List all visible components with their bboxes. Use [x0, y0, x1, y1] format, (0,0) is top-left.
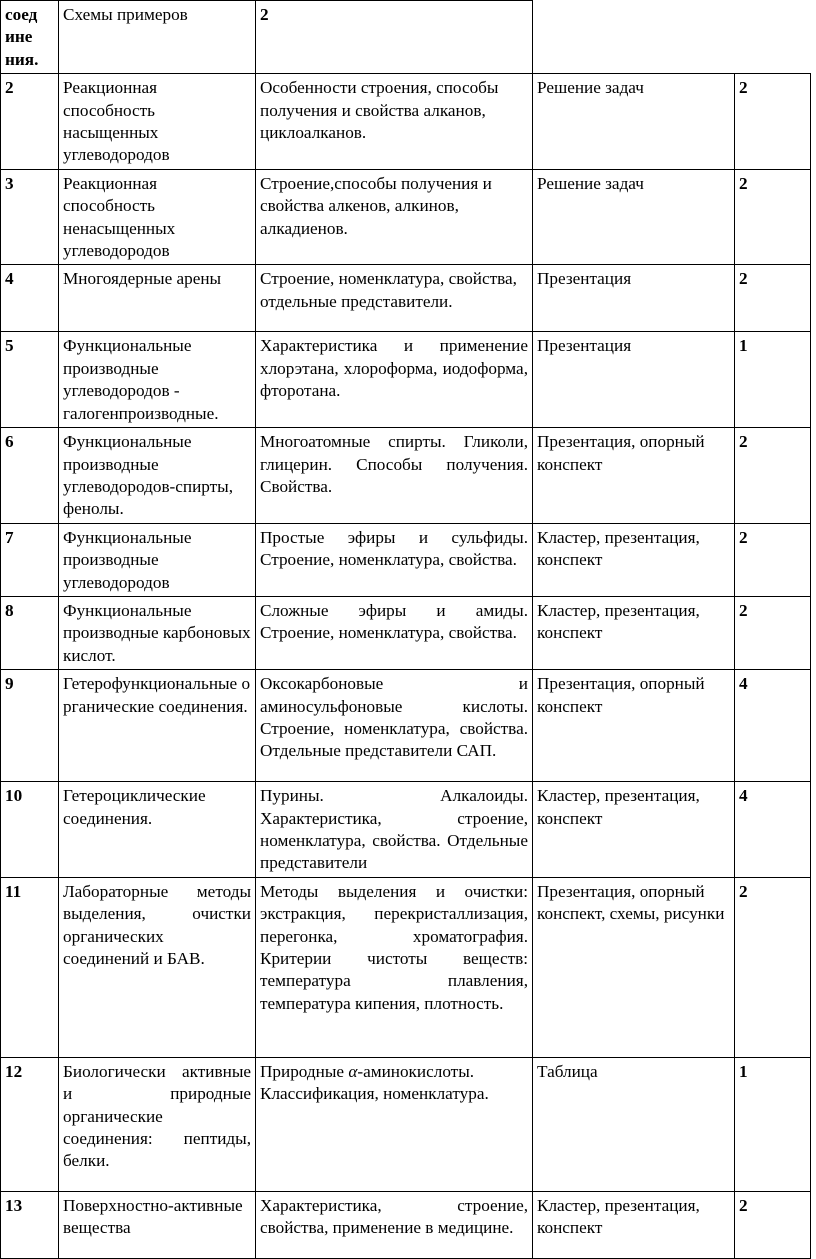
- cell-number: 7: [1, 523, 59, 596]
- empty-cell: [735, 1, 811, 74]
- table-row: [1, 428, 811, 524]
- cell-form: Кластер, презентация, конспект: [533, 523, 735, 596]
- cell-form: Презентация, опорный конспект: [533, 670, 735, 782]
- table-row: [1, 74, 811, 170]
- cell-number: соед ине ния.: [1, 1, 59, 74]
- cell-number: 9: [1, 670, 59, 782]
- cell-content: Пурины. Алкалоиды. Характеристика, строение, номенклатура, свойства. Отдельные представители: [256, 782, 533, 878]
- cell-content: Сложные эфиры и амиды. Строение, номенклатура, свойства.: [256, 596, 533, 669]
- table-row: [1, 877, 811, 1057]
- cell-content: Простые эфиры и сульфиды. Строение, номенклатура, свойства.: [256, 523, 533, 596]
- content-prefix: Природные: [260, 1061, 349, 1081]
- cell-form: Презентация, опорный конспект: [533, 428, 735, 524]
- cell-number: 2: [1, 74, 59, 170]
- cell-topic: Биологически активные и природные органические соединения: пептиды, белки.: [59, 1057, 256, 1191]
- cell-number: 13: [1, 1191, 59, 1258]
- table-row: [1, 1191, 811, 1258]
- table-row: [1, 596, 811, 669]
- cell-number: 12: [1, 1057, 59, 1191]
- table-row: [1, 169, 811, 265]
- cell-content: 2: [256, 1, 533, 74]
- cell-hours: 2: [735, 74, 811, 170]
- cell-hours: 2: [735, 428, 811, 524]
- table-row: [1, 1057, 811, 1191]
- cell-topic: Гетероциклические соединения.: [59, 782, 256, 878]
- table-row: [1, 670, 811, 782]
- content-text: -аминокислоты. Классификация, номенклатура.: [260, 1061, 489, 1104]
- cell-form: Решение задач: [533, 169, 735, 265]
- cell-topic: Функциональные производные карбоновых кислот.: [59, 596, 256, 669]
- cell-form: Презентация: [533, 265, 735, 332]
- cell-content: Характеристика, строение, свойства, применение в медицине.: [256, 1191, 533, 1258]
- cell-topic: Многоядерные арены: [59, 265, 256, 332]
- cell-hours: 4: [735, 782, 811, 878]
- cell-topic: Функциональные производные углеводородов-спирты, фенолы.: [59, 428, 256, 524]
- cell-hours: 2: [735, 1191, 811, 1258]
- alpha-symbol: α: [348, 1061, 358, 1081]
- cell-topic: Гетерофункциональные органические соединения.: [59, 670, 256, 782]
- cell-number: 5: [1, 332, 59, 428]
- empty-cell: [533, 1, 735, 74]
- cell-content: Оксокарбоновые и аминосульфоновые кислоты. Строение, номенклатура, свойства. Отдельные представители САП.: [256, 670, 533, 782]
- cell-form: Кластер, презентация, конспект: [533, 782, 735, 878]
- cell-form: Презентация: [533, 332, 735, 428]
- cell-content: Многоатомные спирты. Гликоли, глицерин. Способы получения. Свойства.: [256, 428, 533, 524]
- cell-topic: Реакционная способность насыщенных углеводородов: [59, 74, 256, 170]
- cell-content: Особенности строения, способы получения и свойства алканов, циклоалканов.: [256, 74, 533, 170]
- cell-form: Решение задач: [533, 74, 735, 170]
- cell-topic: Схемы примеров: [59, 1, 256, 74]
- cell-form: Презентация, опорный конспект, схемы, рисунки: [533, 877, 735, 1057]
- table-row: [1, 782, 811, 878]
- cell-content: [256, 1057, 533, 1191]
- cell-number: 3: [1, 169, 59, 265]
- cell-hours: 2: [735, 169, 811, 265]
- cell-content: Строение,способы получения и свойства алкенов, алкинов, алкадиенов.: [256, 169, 533, 265]
- cell-number: 6: [1, 428, 59, 524]
- cell-form: Кластер, презентация, конспект: [533, 596, 735, 669]
- cell-content: Методы выделения и очистки: экстракция, перекристаллизация, перегонка, хроматография. Критерии чистоты веществ: температура плавления, температура кипения, плотность.: [256, 877, 533, 1057]
- cell-form: Таблица: [533, 1057, 735, 1191]
- cell-form: Кластер, презентация, конспект: [533, 1191, 735, 1258]
- cell-number: 4: [1, 265, 59, 332]
- cell-topic: Лабораторные методы выделения, очистки органических соединений и БАВ.: [59, 877, 256, 1057]
- cell-hours: 1: [735, 332, 811, 428]
- cell-hours: 2: [735, 523, 811, 596]
- cell-number: 8: [1, 596, 59, 669]
- table-row: [1, 523, 811, 596]
- cell-hours: 2: [735, 596, 811, 669]
- cell-topic: Функциональные производные углеводородов: [59, 523, 256, 596]
- cell-hours: 2: [735, 265, 811, 332]
- cell-topic: Реакционная способность ненасыщенных углеводородов: [59, 169, 256, 265]
- cell-topic: Функциональные производные углеводородов - галогенпроизводные.: [59, 332, 256, 428]
- table-row: [1, 332, 811, 428]
- cell-content: Характеристика и применение хлорэтана, хлороформа, иодоформа, фторотана.: [256, 332, 533, 428]
- cell-number: 11: [1, 877, 59, 1057]
- cell-hours: 4: [735, 670, 811, 782]
- cell-content: Строение, номенклатура, свойства, отдельные представители.: [256, 265, 533, 332]
- cell-topic: Поверхностно-активные вещества: [59, 1191, 256, 1258]
- table-row: [1, 265, 811, 332]
- cell-hours: 1: [735, 1057, 811, 1191]
- cell-hours: 2: [735, 877, 811, 1057]
- table-row-continued: [1, 1, 811, 74]
- cell-number: 10: [1, 782, 59, 878]
